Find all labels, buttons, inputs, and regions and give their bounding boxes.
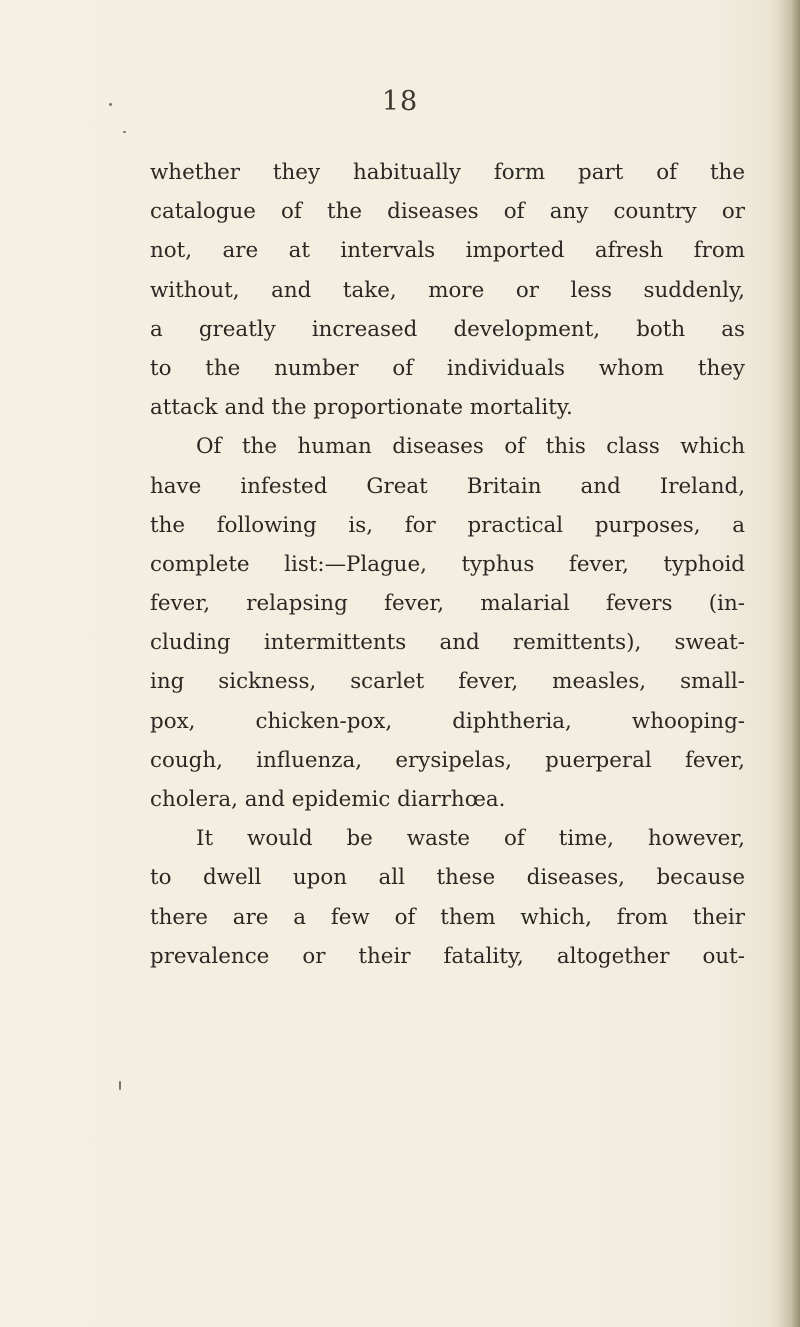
text-line: cluding intermittents and remittents), sweat-: [150, 630, 745, 656]
text-line: cholera, and epidemic diarrhœa.: [150, 787, 506, 812]
text-line: the following is, for practical purposes, a: [150, 512, 745, 538]
body-text: [150, 153, 745, 976]
text-line: not, are at intervals imported afresh from: [150, 238, 745, 264]
page-number: 18: [381, 86, 419, 117]
text-line: complete list:—Plague, typhus fever, typhoid: [150, 551, 745, 577]
paper-speck: [123, 131, 126, 133]
text-line: prevalence or their fatality, altogether out-: [150, 943, 745, 969]
paragraph-start-line: Of the human diseases of this class which: [196, 434, 745, 460]
text-line: pox, chicken-pox, diphtheria, whooping-: [150, 708, 745, 734]
text-line: there are a few of them which, from their: [150, 904, 745, 930]
text-line: to the number of individuals whom they: [150, 355, 745, 381]
text-line: whether they habitually form part of the: [150, 160, 745, 185]
paragraph-start-line: It would be waste of time, however,: [196, 826, 745, 852]
text-line: without, and take, more or less suddenly,: [150, 277, 745, 303]
text-line: have infested Great Britain and Ireland,: [150, 473, 745, 499]
text-line: catalogue of the diseases of any country or: [150, 199, 745, 225]
text-line: to dwell upon all these diseases, because: [150, 865, 745, 891]
text-line: a greatly increased development, both as: [150, 316, 745, 342]
page-edge-shadow: [778, 0, 800, 1327]
text-line: fever, relapsing fever, malarial fevers (in-: [150, 591, 745, 617]
text-line: attack and the proportionate mortality.: [150, 395, 573, 421]
text-line: ing sickness, scarlet fever, measles, small-: [150, 669, 745, 695]
text-line: cough, influenza, erysipelas, puerperal fever,: [150, 747, 745, 773]
paper-speck: [119, 1081, 121, 1090]
